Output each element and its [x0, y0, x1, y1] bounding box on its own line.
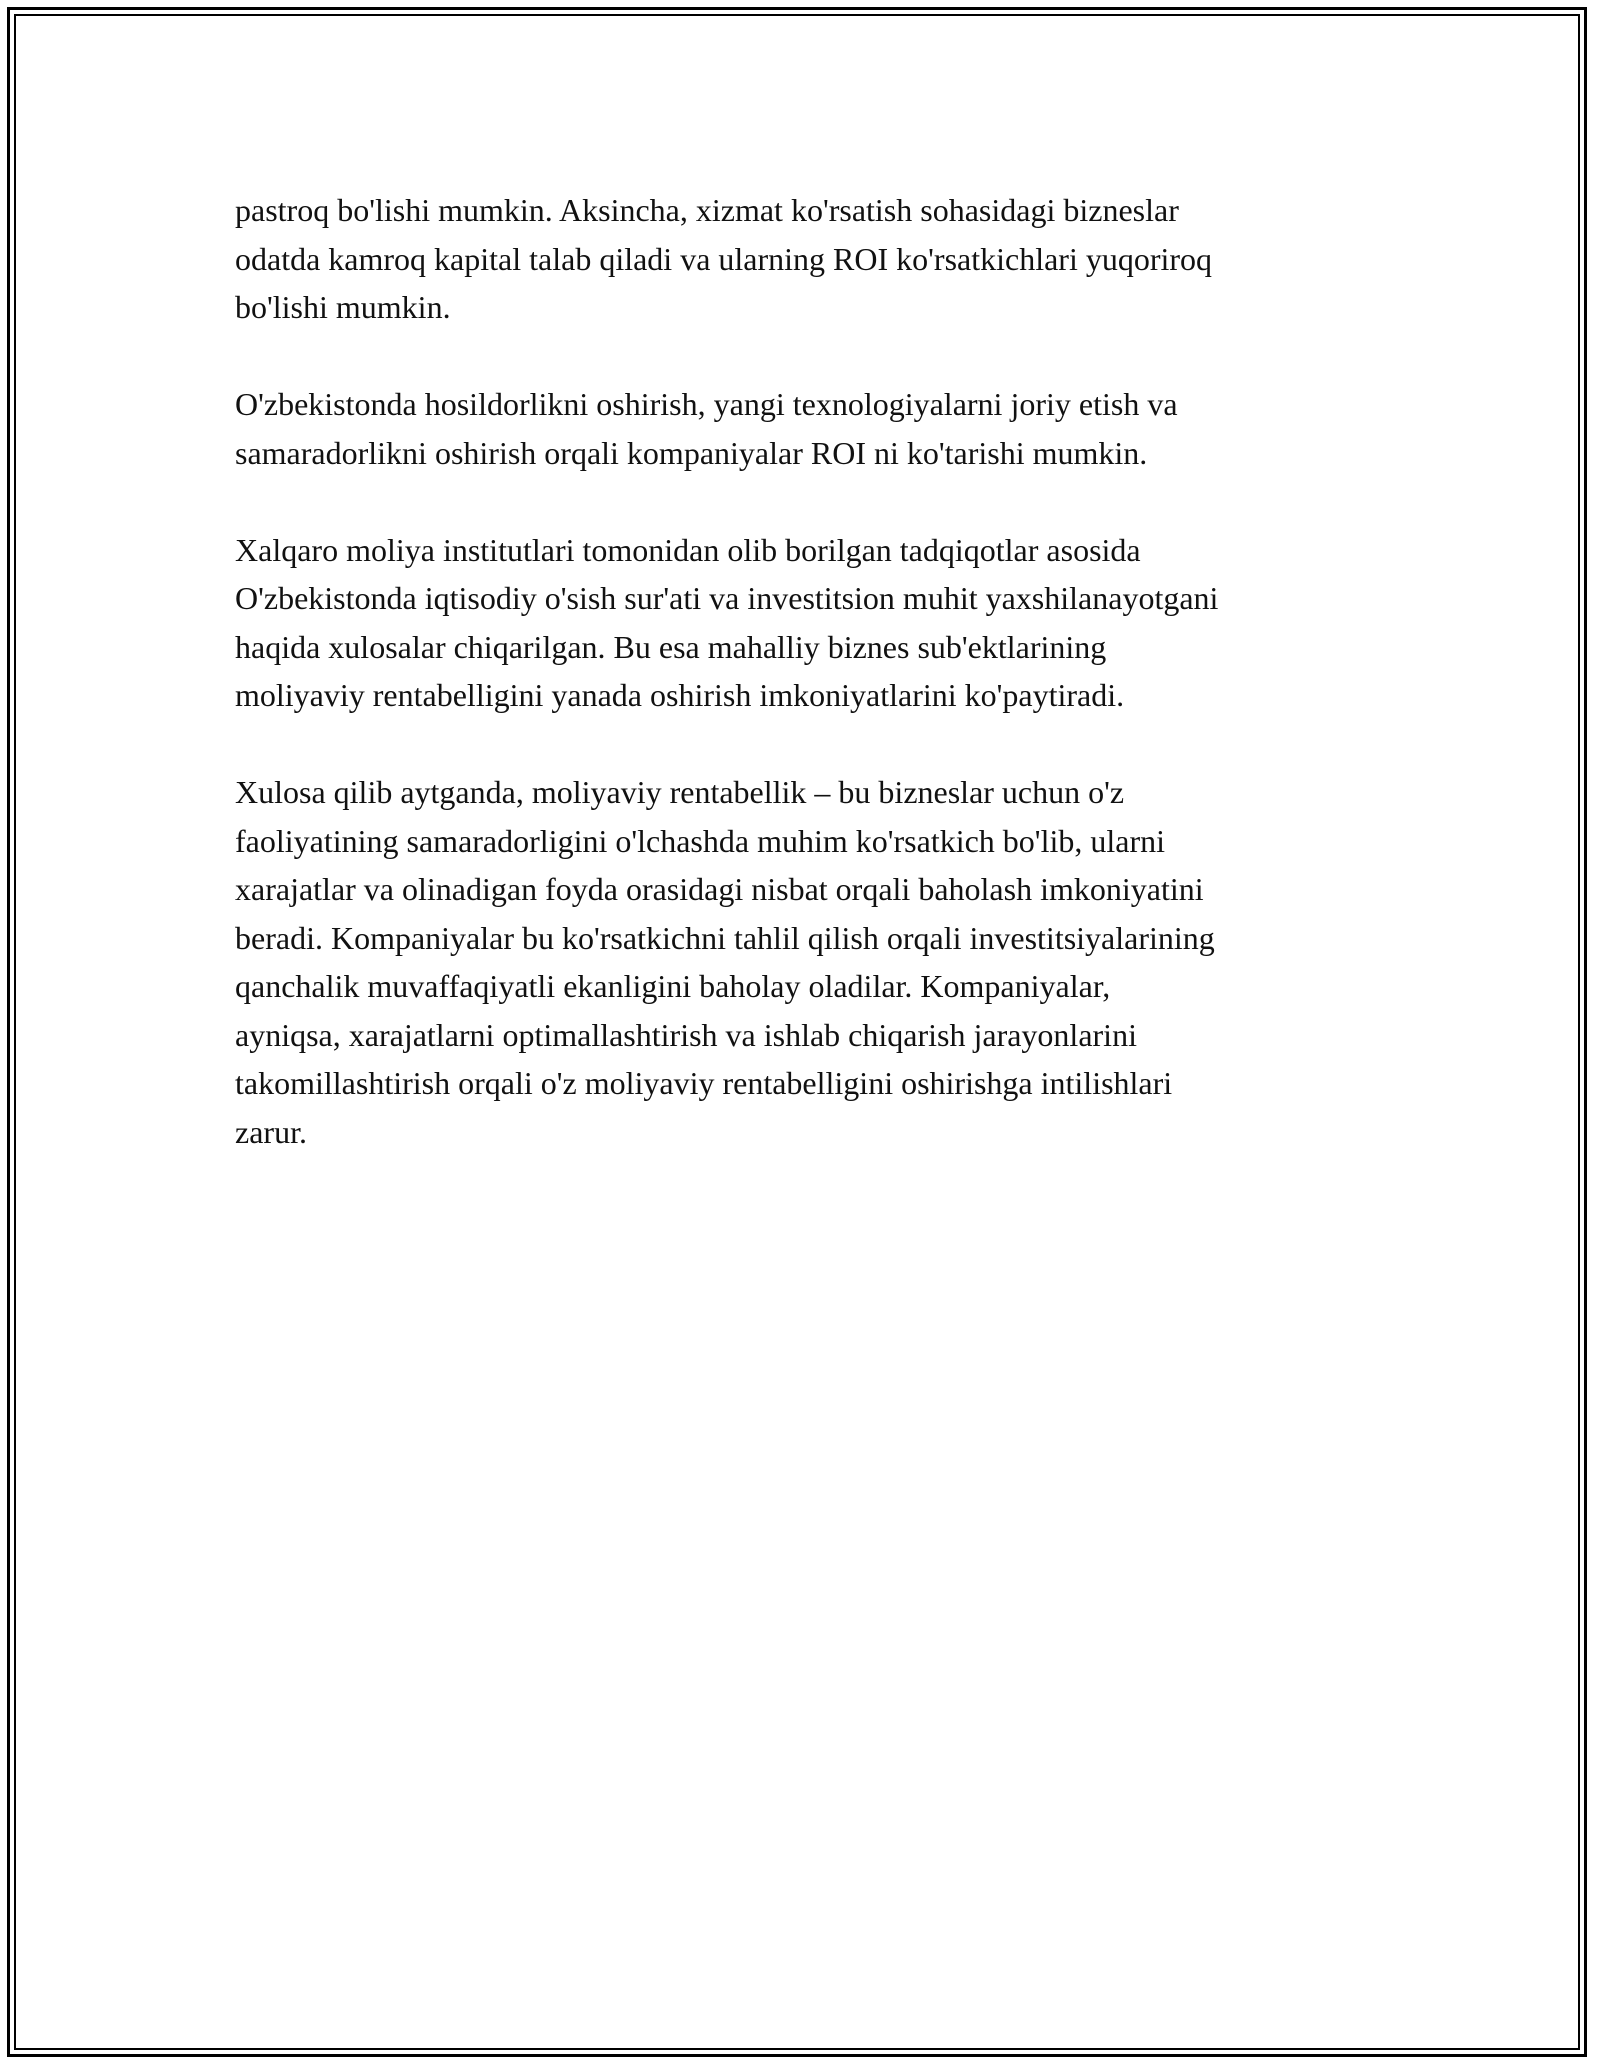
text-line: zarur.: [235, 1113, 307, 1150]
text-line: pastroq bo'lishi mumkin. Aksincha, xizmat ko'rsatish sohasidagi bizneslar: [235, 192, 1179, 228]
text-line: qanchalik muvaffaqiyatli ekanligini baholay oladilar. Kompaniyalar,: [235, 968, 1111, 1004]
text-line: samaradorlikni oshirish orqali kompaniyalar ROI ni ko'tarishi mumkin.: [235, 434, 1148, 471]
text-line: faoliyatining samaradorligini o'lchashda muhim ko'rsatkich bo'lib, ularni: [235, 822, 1165, 859]
text-line: O'zbekistonda iqtisodiy o'sish sur'ati va investitsion muhit yaxshilanayotgani: [235, 580, 1219, 616]
text-line: beradi. Kompaniyalar bu ko'rsatkichni tahlil qilish orqali investitsiyalarining: [235, 919, 1215, 956]
paragraph-1: [235, 186, 1365, 332]
text-line: O'zbekistonda hosildorlikni oshirish, yangi texnologiyalarni joriy etish va: [235, 386, 1178, 422]
text-line: ayniqsa, xarajatlarni optimallashtirish va ishlab chiqarish jarayonlarini: [235, 1016, 1137, 1053]
text-line: odatda kamroq kapital talab qiladi va ularning ROI ko'rsatkichlari yuqoriroq: [235, 240, 1213, 277]
text-line: xarajatlar va olinadigan foyda orasidagi nisbat orqali baholash imkoniyatini: [235, 871, 1204, 907]
paragraph-4: [235, 768, 1365, 1156]
text-line: bo'lishi mumkin.: [235, 289, 451, 325]
document-body: [235, 186, 1365, 1205]
text-line: Xulosa qilib aytganda, moliyaviy rentabellik – bu bizneslar uchun o'z: [235, 774, 1125, 810]
text-line: moliyaviy rentabelligini yanada oshirish imkoniyatlarini ko'paytiradi.: [235, 677, 1125, 713]
paragraph-3: [235, 526, 1365, 720]
text-line: Xalqaro moliya institutlari tomonidan olib borilgan tadqiqotlar asosida: [235, 531, 1141, 568]
text-line: haqida xulosalar chiqarilgan. Bu esa mahalliy biznes sub'ektlarining: [235, 628, 1107, 665]
text-line: takomillashtirish orqali o'z moliyaviy rentabelligini oshirishga intilishlari: [235, 1065, 1173, 1101]
paragraph-2: [235, 380, 1365, 477]
